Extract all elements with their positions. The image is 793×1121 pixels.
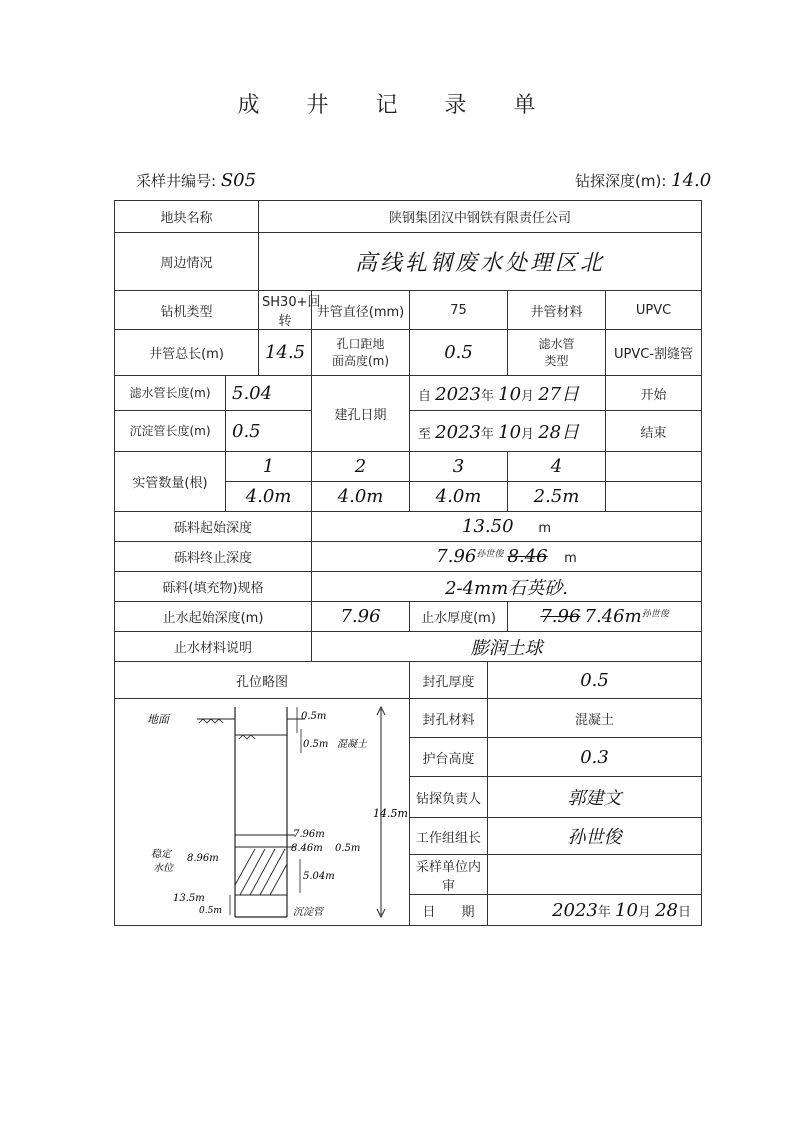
solid-pipe-num-4: 4 [508,452,606,482]
date-year: 2023 [552,899,598,921]
to-prefix: 至 [418,427,432,442]
water-label-line2: 水位 [153,863,173,874]
pipe-diameter-value: 75 [410,291,508,330]
well-sketch-svg [115,699,409,925]
settle-length-label: 0.5m [199,906,222,916]
solid-pipe-num-blank [606,452,702,482]
date-month: 10 [615,899,638,921]
total-depth-label: 14.5m [373,807,408,820]
seal-start-label: 止水起始深度(m) [115,602,312,632]
to-year-char: 年 [480,427,494,442]
from-year-char: 年 [480,389,494,404]
concrete-label: 混凝土 [337,739,367,750]
pipe-length-label: 井管总长(m) [115,330,259,376]
seal-start-value: 7.96 [312,602,410,632]
filter-type-label-line2: 类型 [544,353,569,368]
plug-thickness-label: 封孔厚度 [410,662,488,699]
unit-review-value [488,855,702,895]
filter-length-label: 滤水管长度(m) [115,376,226,411]
pipe-material-label: 井管材料 [508,291,606,330]
gravel-end-struck-value: 8.46 [507,546,548,567]
plug-material-label: 封孔材料 [410,699,488,738]
filter-length-diagram-label: 5.04m [303,871,335,882]
from-year: 2023 [435,384,481,405]
filter-type-label [508,330,606,376]
solid-pipe-length-blank [606,482,702,512]
bottom-depth-label: 13.5m [173,893,205,904]
settle-pipe-label: 沉淀管 [293,907,323,918]
well-sketch [115,699,410,926]
solid-pipe-length-3: 4.0m [410,482,508,512]
seal-thickness-correction-note: 孙世俊 [641,609,669,620]
pipe-diameter-label: 井管直径(mm) [312,291,410,330]
gravel-start-value: 13.50 [462,516,514,537]
solid-pipe-length-1: 4.0m [226,482,312,512]
filter-length-value: 5.04 [226,376,312,411]
platform-height-label: 护台高度 [410,738,488,777]
seal-material-value: 膨润土球 [312,632,702,662]
end-label: 结束 [606,411,702,452]
to-month-char: 月 [521,427,535,442]
from-month-char: 月 [521,389,535,404]
gravel-end-unit: m [564,551,577,566]
solid-pipe-length-4: 2.5m [508,482,606,512]
drill-lead-value: 郭建文 [488,777,702,818]
drill-lead-label: 钻探负责人 [410,777,488,818]
pipe-length-value: 14.5 [259,330,312,376]
gravel-end-field [312,542,702,572]
solid-pipe-label: 实管数量(根) [115,452,226,512]
from-month: 10 [498,384,522,405]
plug-material-value: 混凝土 [488,699,702,738]
start-label: 开始 [606,376,702,411]
rig-type-label: 钻机类型 [115,291,259,330]
to-day: 28日 [538,422,580,443]
solid-pipe-num-2: 2 [312,452,410,482]
to-year: 2023 [435,422,481,443]
gravel-start-unit: m [538,521,552,536]
from-prefix: 自 [418,389,432,404]
surroundings-label: 周边情况 [115,233,259,291]
unit-review-label: 采样单位内审 [410,855,488,895]
gravel-start-label: 砾料起始深度 [115,512,312,542]
gravel-spec-value: 2-4mm石英砂. [312,572,702,602]
filter-type-value: UPVC-割缝管 [606,330,702,376]
to-month: 10 [498,422,522,443]
gravel-spec-label: 砾料(填充物)规格 [115,572,312,602]
water-level-label: 8.96m [187,853,219,864]
depth-value: 14.0 [671,170,712,191]
depth-label: 钻探深度(m): [575,172,667,190]
site-name-label: 地块名称 [115,201,259,233]
from-day: 27日 [538,384,580,405]
date-day: 28 [655,899,679,921]
filter-type-label-line1: 滤水管 [538,336,575,351]
platform-height-value: 0.3 [488,738,702,777]
date-field [488,895,702,926]
plug-thickness-value: 0.5 [488,662,702,699]
build-date-label: 建孔日期 [312,376,410,452]
well-no-value: S05 [220,170,257,191]
solid-pipe-num-3: 3 [410,452,508,482]
solid-pipe-num-1: 1 [226,452,312,482]
gravel-end-correction-note: 孙世俊 [476,549,504,560]
seal-material-label: 止水材料说明 [115,632,312,662]
gravel-end-value: 7.96 [436,546,477,567]
orifice-height-label-line2: 面高度(m) [331,353,390,368]
seal-thickness-field [508,602,702,632]
pipe-material-value: UPVC [606,291,702,330]
site-name-value: 陕钢集团汉中钢铁有限责任公司 [259,201,702,233]
top-offset-label: 0.5m [301,711,327,722]
page-title: 成 井 记 录 单 [237,93,556,118]
surroundings-value: 高线轧钢废水处理区北 [259,233,702,291]
date-day-char: 日 [678,904,692,920]
orifice-height-value: 0.5 [410,330,508,376]
gravel-top-label: 8.46m [291,843,323,854]
sketch-label: 孔位略图 [115,662,410,699]
build-date-from [410,376,606,411]
water-label-line1: 稳定 [151,849,171,860]
date-month-char: 月 [637,904,651,920]
date-year-char: 年 [597,904,611,920]
seal-thickness-struck-value: 7.96 [540,606,581,627]
seal-thickness-value: 7.46m [584,606,642,627]
team-lead-value: 孙世俊 [488,818,702,855]
settling-length-value: 0.5 [226,411,312,452]
solid-pipe-length-2: 4.0m [312,482,410,512]
well-no-label: 采样井编号: [136,172,217,190]
seal-top-label: 7.96m [293,829,325,840]
well-no-field [136,170,256,191]
build-date-to [410,411,606,452]
ground-label: 地面 [147,713,169,726]
date-label: 日 期 [410,895,488,926]
orifice-height-label-line1: 孔口距地 [336,336,385,351]
depth-field [575,170,711,191]
gravel-start-field [312,512,702,542]
orifice-height-label [312,330,410,376]
gravel-end-label: 砾料终止深度 [115,542,312,572]
seal-thickness-label: 止水厚度(m) [410,602,508,632]
settling-length-label: 沉淀管长度(m) [115,411,226,452]
concrete-length-label: 0.5m [303,739,329,750]
rig-type-value: SH30+回转 [259,291,312,330]
well-record-table [114,200,702,926]
seal-length-label: 0.5m [335,843,361,854]
team-lead-label: 工作组组长 [410,818,488,855]
